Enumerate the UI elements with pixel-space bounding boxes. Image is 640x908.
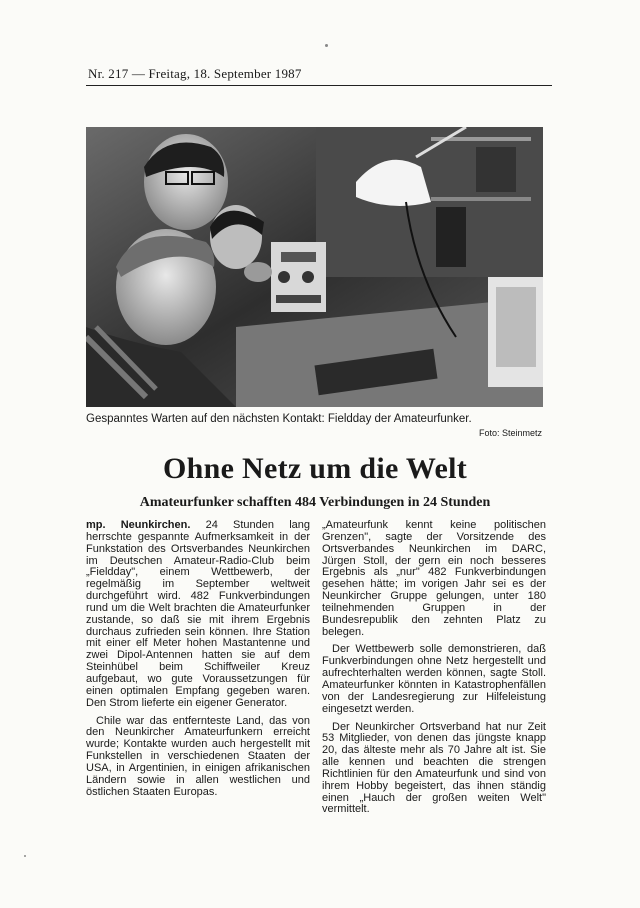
article-photo — [86, 127, 543, 407]
photo-amateur-radio-operators — [86, 127, 543, 407]
article-column-right — [322, 520, 546, 822]
article-paragraph — [86, 520, 310, 710]
newspaper-issue-line: Nr. 217 — Freitag, 18. September 1987 — [88, 66, 302, 81]
article-paragraph: Der Neunkircher Ortsverband hat nur Zeit 53 Mitglieder, von denen das jüngste knapp 20, das älteste mehr als 70 Jahre alt ist. Sie alle kennen und beachten die strengen Richtlinien für den Amateurfunk und sind von ihrem Hobby begeistert, das ihnen ständig einen „Hauch der großen weiten Welt" vermittelt. — [322, 720, 546, 816]
article-paragraph-text: 24 Stunden lang herrschte gespannte Aufmerksamkeit in der Funkstation des Ortsverbandes Neunkirchen im Deutschen Amateur-Radio-Club beim „Fieldday", einem Wettbewerb, der regelmäßig im September weltweit durchgeführt wird. 482 Funkverbindungen rund um die Welt brachten die Amateurfunker zustande, so daß sie mit ihrem Ergebnis durchaus zufrieden sein können. Ihre Station mit einer elf Meter hohen Mastantenne und zwei Dipol-Antennen hatten sie auf dem Steinhübel beim Schiffweiler Kreuz aufgebaut, wo gute Voraussetzungen für einen optimalen Empfang gegeben waren. Den Strom lieferte ein eigener Generator. — [86, 519, 310, 709]
paper-speck — [325, 44, 328, 47]
masthead-rule — [86, 85, 552, 86]
article-byline: mp. Neunkirchen. — [86, 519, 191, 531]
article-headline: Ohne Netz um die Welt — [162, 452, 468, 485]
article-paragraph: Der Wettbewerb solle demonstrieren, daß Funkverbindungen ohne Netz hergestellt und aufrechterhalten werden können, sagte Stoll. Amateurfunker könnten in Katastrophenfällen von der Landesregierung zur Hilfeleistung eingesetzt werden. — [322, 643, 546, 715]
article-column-left — [86, 520, 310, 804]
photo-credit: Foto: Steinmetz — [478, 428, 542, 438]
article-subheadline: Amateurfunker schafften 484 Verbindungen in 24 Stunden — [139, 495, 491, 510]
article-paragraph: Chile war das entfernteste Land, das von den Neunkircher Amateurfunkern erreicht wurde; Kontakte wurden auch hergestellt mit Funkstellen in verschiedenen Staaten der USA, in Argentinien, in einigen afrikanischen Ländern sowie in allen westlichen und östlichen Staaten Europas. — [86, 714, 310, 798]
photo-caption: Gespanntes Warten auf den nächsten Kontakt: Fieldday der Amateurfunker. — [86, 413, 472, 425]
article-paragraph: „Amateurfunk kennt keine politischen Grenzen", sagte der Vorsitzende des Ortsverbandes Neunkirchen im DARC, Jürgen Stoll, der gern ein noch besseres Ergebnis als „nur" 482 Funkverbindungen gesehen hätte; im vorigen Jahr sei es der Neunkircher Gruppe gelungen, unter 180 teilnehmenden Gruppen in der Bundesrepublik den zehnten Platz zu belegen. — [322, 519, 546, 638]
paper-speck — [24, 855, 26, 857]
